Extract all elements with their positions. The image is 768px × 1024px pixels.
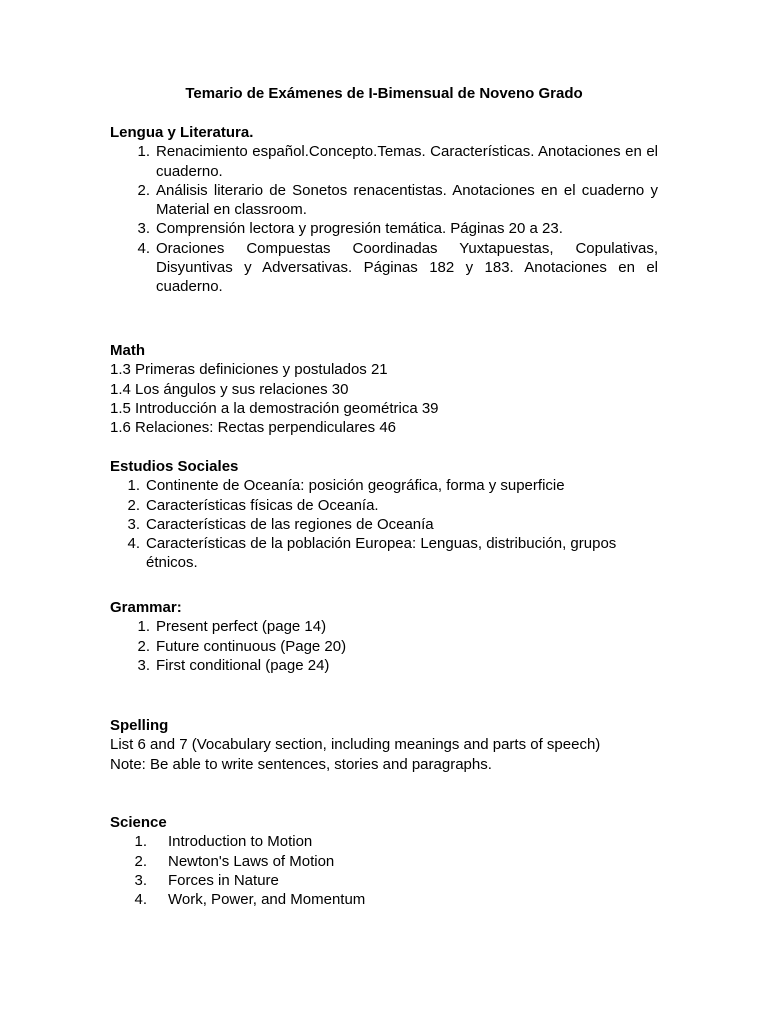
section-heading-lengua: Lengua y Literatura. <box>110 124 254 141</box>
list-text: Present perfect (page 14) <box>156 618 327 636</box>
list-text: Introduction to Motion <box>168 833 313 851</box>
list-item <box>110 890 658 909</box>
math-line: 1.6 Relaciones: Rectas perpendiculares 46 <box>110 419 397 437</box>
list-item <box>110 219 658 238</box>
sociales-list <box>110 476 658 572</box>
list-number: 3. <box>137 220 150 238</box>
list-text: Comprensión lectora y progresión temática. Páginas 20 a 23. <box>156 220 563 238</box>
list-number: 3. <box>137 656 150 674</box>
list-number: 1. <box>134 833 147 851</box>
list-text: Forces in Nature <box>168 871 279 889</box>
spelling-line: Note: Be able to write sentences, stories and paragraphs. <box>110 755 492 773</box>
document-title: Temario de Exámenes de I-Bimensual de Noveno Grado <box>185 85 583 102</box>
list-text: Análisis literario de Sonetos renacentistas. Anotaciones en el cuaderno y Material en classroom. <box>156 181 658 219</box>
list-number: 1. <box>137 143 150 161</box>
section-heading-math: Math <box>110 342 145 359</box>
list-number: 3. <box>134 871 147 889</box>
section-heading-sociales: Estudios Sociales <box>110 458 239 475</box>
list-text: Continente de Oceanía: posición geográfica, forma y superficie <box>146 477 565 495</box>
math-line: 1.5 Introducción a la demostración geométrica 39 <box>110 399 439 417</box>
list-item <box>110 852 658 871</box>
list-text: First conditional (page 24) <box>156 656 330 674</box>
spelling-line: List 6 and 7 (Vocabulary section, including meanings and parts of speech) <box>110 736 601 754</box>
list-item <box>110 476 658 495</box>
list-item <box>110 534 658 573</box>
list-item <box>110 181 658 220</box>
list-item <box>110 637 658 656</box>
list-item <box>110 142 658 181</box>
list-number: 1. <box>127 477 140 495</box>
section-math <box>110 341 658 437</box>
list-text: Características de las regiones de Oceanía <box>146 515 434 533</box>
list-number: 2. <box>137 181 150 199</box>
list-item <box>110 496 658 515</box>
list-number: 1. <box>137 618 150 636</box>
list-text: Work, Power, and Momentum <box>168 891 366 909</box>
math-line: 1.4 Los ángulos y sus relaciones 30 <box>110 380 349 398</box>
lengua-list <box>110 142 658 296</box>
section-grammar <box>110 598 658 675</box>
list-number: 2. <box>127 496 140 514</box>
list-number: 3. <box>127 515 140 533</box>
list-text: Características de la población Europea: Lenguas, distribución, grupos étnicos. <box>146 535 617 572</box>
list-item <box>110 239 658 297</box>
section-science <box>110 813 658 909</box>
list-number: 4. <box>127 535 140 553</box>
list-text: Newton's Laws of Motion <box>168 852 335 870</box>
section-heading-science: Science <box>110 814 167 831</box>
list-number: 4. <box>134 891 147 909</box>
list-item <box>110 656 658 675</box>
science-list <box>110 832 658 909</box>
section-sociales <box>110 457 658 573</box>
list-number: 4. <box>137 239 150 257</box>
section-heading-grammar: Grammar: <box>110 599 182 616</box>
section-spelling <box>110 716 658 774</box>
math-line: 1.3 Primeras definiciones y postulados 21 <box>110 361 388 379</box>
list-text: Características físicas de Oceanía. <box>146 496 379 514</box>
list-item <box>110 515 658 534</box>
list-text: Renacimiento español.Concepto.Temas. Características. Anotaciones en el cuaderno. <box>156 143 658 180</box>
list-number: 2. <box>137 637 150 655</box>
list-text: Oraciones Compuestas Coordinadas Yuxtapuestas, Copulativas, Disyuntivas y Adversativas. Páginas 182 y 183. Anotaciones en el cuaderno. <box>156 239 658 296</box>
list-item <box>110 871 658 890</box>
section-heading-spelling: Spelling <box>110 717 169 734</box>
grammar-list <box>110 617 658 675</box>
list-item <box>110 617 658 636</box>
list-number: 2. <box>134 852 147 870</box>
section-lengua <box>110 123 658 297</box>
list-text: Future continuous (Page 20) <box>156 637 347 655</box>
list-item <box>110 832 658 851</box>
